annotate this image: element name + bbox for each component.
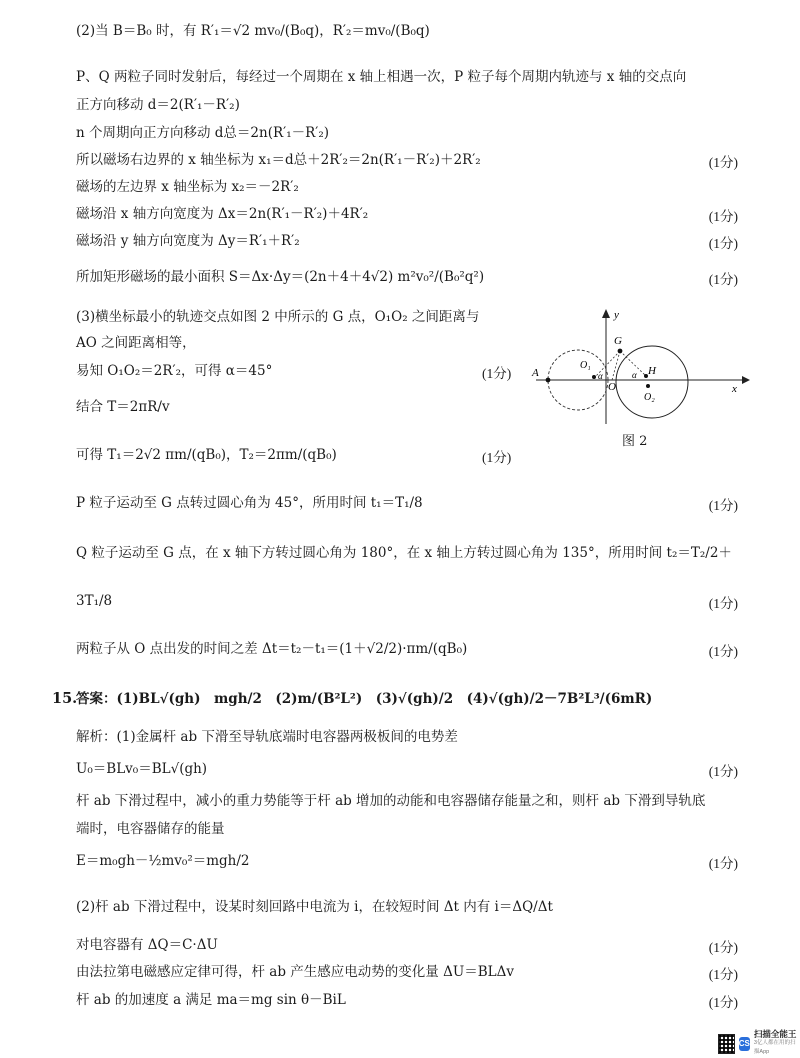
line-period-formula: 结合 T＝2πR/v [76,399,170,415]
score-width-y: (1分) [708,236,738,251]
scanner-watermark [718,1030,800,1057]
line-acceleration: 杆 ab 的加速度 a 满足 ma＝mg sin θ－BiL [76,992,346,1008]
label-g: G [614,335,622,347]
label-alpha-left: α [598,371,603,381]
watermark-subtitle: 3亿人都在用的扫描App [753,1040,796,1055]
score-right-boundary: (1分) [708,155,738,170]
line-part3-g-point: (3)横坐标最小的轨迹交点如图 2 中所示的 G 点，O₁O₂ 之间距离与 [76,309,480,325]
solid-trajectory-circle [616,346,688,418]
line-energy-conservation: 杆 ab 下滑过程中，减小的重力势能等于杆 ab 增加的动能和电容器储存能量之和，则杆 ab 下滑到导轨底 [76,793,706,809]
line-capacitor-energy-label: 端时，电容器储存的能量 [76,821,225,837]
score-width-x: (1分) [708,209,738,224]
figure-caption: 图 2 [622,434,648,449]
x-axis-arrow [742,376,750,384]
line-alpha-45: 易知 O₁O₂＝2R′₂，可得 α＝45° [76,363,273,379]
line-min-area: 所加矩形磁场的最小面积 S＝Δx·Δy＝(2n＋4＋4√2) m²v₀²/(B₀²q²) [76,269,485,285]
line-answer-15: 答案：(1)BL√(gh) mgh/2 (2)m/(B²L²) (3)√(gh)/2 (4)√(gh)/2－7B²L³/(6mR) [76,691,653,707]
line-analysis-intro: 解析：(1)金属杆 ab 下滑至导轨底端时电容器两极板间的电势差 [76,729,458,745]
question-number: 15. [52,690,78,707]
label-x: x [732,383,737,395]
score-acceleration: (1分) [708,995,738,1010]
line-pq-meet: P、Q 两粒子同时发射后，每经过一个周期在 x 轴上相遇一次，P 粒子每个周期内轨迹与 x 轴的交点向 [76,69,687,85]
camscanner-logo-icon: CS [739,1037,750,1051]
line-b-equals-b0: (2)当 B＝B₀ 时，有 R′₁＝√2 mv₀/(B₀q)，R′₂＝mv₀/(B₀q) [76,23,430,39]
label-o: O [608,381,616,393]
point-g [618,349,623,354]
line-move-d: 正方向移动 d＝2(R′₁－R′₂) [76,97,240,113]
line-right-boundary: 所以磁场右边界的 x 轴坐标为 x₁＝d总＋2R′₂＝2n(R′₁－R′₂)＋2R′₂ [76,152,481,168]
point-o2 [646,384,650,388]
line-t1-t2: 可得 T₁＝2√2 πm/(qB₀)，T₂＝2πm/(qB₀) [76,447,337,463]
score-p-time: (1分) [708,498,738,513]
label-o2: O₂ [644,392,655,403]
watermark-brand: 扫描全能王 [753,1029,797,1039]
line-faraday: 由法拉第电磁感应定律可得，杆 ab 产生感应电动势的变化量 ΔU＝BLΔv [76,964,514,980]
line-current-i: (2)杆 ab 下滑过程中，设某时刻回路中电流为 i，在较短时间 Δt 内有 i＝ΔQ/Δt [76,899,553,915]
label-h: H [648,365,656,377]
line-q-time-cont: 3T₁/8 [76,593,113,609]
qr-code-icon [718,1034,735,1054]
point-o1 [592,375,596,379]
label-o1: O₁ [580,360,591,371]
line-time-difference: 两粒子从 O 点出发的时间之差 Δt＝t₂－t₁＝(1＋√2/2)·πm/(qB₀) [76,641,468,657]
line-ao-distance: AO 之间距离相等， [76,335,196,351]
point-a [546,378,551,383]
line-delta-q: 对电容器有 ΔQ＝C·ΔU [76,937,218,953]
line-width-y: 磁场沿 y 轴方向宽度为 Δy＝R′₁＋R′₂ [76,233,300,249]
score-faraday: (1分) [708,967,738,982]
line-p-time: P 粒子运动至 G 点转过圆心角为 45°，所用时间 t₁＝T₁/8 [76,495,423,511]
line-n-periods: n 个周期向正方向移动 d总＝2n(R′₁－R′₂) [76,125,330,141]
label-a: A [532,367,539,379]
score-u0: (1分) [708,764,738,779]
figure-2-diagram [528,306,758,430]
score-t1-t2: (1分) [482,450,512,465]
score-e-formula: (1分) [708,856,738,871]
score-q-time: (1分) [708,596,738,611]
line-u0: U₀＝BLv₀＝BL√(gh) [76,761,208,777]
score-alpha-45: (1分) [482,366,512,381]
score-delta-q: (1分) [708,940,738,955]
label-alpha-right: α [632,370,637,380]
line-e-formula: E＝m₀gh－½mv₀²＝mgh/2 [76,853,250,869]
label-y: y [614,309,619,321]
line-left-boundary: 磁场的左边界 x 轴坐标为 x₂＝－2R′₂ [76,179,299,195]
line-width-x: 磁场沿 x 轴方向宽度为 Δx＝2n(R′₁－R′₂)＋4R′₂ [76,206,369,222]
line-q-time: Q 粒子运动至 G 点，在 x 轴下方转过圆心角为 180°，在 x 轴上方转过圆心角为 135°，所用时间 t₂＝T₂/2＋ [76,545,732,561]
score-min-area: (1分) [708,272,738,287]
y-axis-arrow [602,309,610,318]
score-time-difference: (1分) [708,644,738,659]
